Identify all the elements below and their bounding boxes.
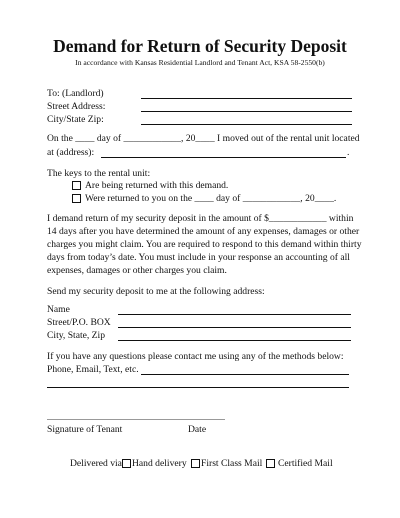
demand-line-5: expenses, damages or other charges you claim.: [47, 265, 227, 276]
hand-delivery-checkbox[interactable]: [122, 459, 131, 468]
date-label: Date: [188, 424, 207, 435]
send-city-field[interactable]: [118, 340, 351, 341]
certified-mail-label: Certified Mail: [278, 458, 333, 469]
moveout-sentence: On the ____ day of ____________, 20____ I moved out of the rental unit located: [47, 133, 360, 144]
keys-option-2: Were returned to you on the ____ day of ____________, 20____.: [85, 193, 337, 204]
certified-mail-checkbox[interactable]: [266, 459, 275, 468]
signature-label: Signature of Tenant: [47, 424, 123, 435]
hand-delivery-label: Hand delivery: [132, 458, 187, 469]
demand-line-2: 14 days after you have determined the amount of any expenses, damages or other: [47, 226, 360, 237]
landlord-name-field[interactable]: [141, 98, 352, 99]
document-subtitle: In accordance with Kansas Residential Landlord and Tenant Act, KSA 58-2550(b): [75, 58, 325, 67]
moveout-period: .: [347, 147, 350, 158]
city-state-zip-label: City/State Zip:: [47, 114, 104, 125]
demand-line-3: charges you might claim. You are required to respond to this demand within thirty: [47, 239, 362, 250]
contact-methods-label: Phone, Email, Text, etc.: [47, 364, 139, 375]
landlord-city-field[interactable]: [141, 124, 352, 125]
contact-methods-field[interactable]: [141, 374, 349, 375]
keys-returned-now-checkbox[interactable]: [72, 181, 81, 190]
to-landlord-label: To: (Landlord): [47, 88, 104, 99]
street-address-label: Street Address:: [47, 101, 106, 112]
send-street-label: Street/P.O. BOX: [47, 317, 111, 328]
first-class-mail-checkbox[interactable]: [191, 459, 200, 468]
keys-intro: The keys to the rental unit:: [47, 168, 151, 179]
send-name-label: Name: [47, 304, 70, 315]
keys-option-1: Are being returned with this demand.: [85, 180, 229, 191]
landlord-street-field[interactable]: [141, 111, 352, 112]
demand-line-1: I demand return of my security deposit in the amount of $____________ within: [47, 213, 354, 224]
send-street-field[interactable]: [118, 327, 351, 328]
signature-field[interactable]: [47, 419, 225, 420]
demand-line-4: days from today’s date. You must include in your response an accounting of all: [47, 252, 350, 263]
send-to-intro: Send my security deposit to me at the following address:: [47, 286, 265, 297]
first-class-mail-label: First Class Mail: [201, 458, 263, 469]
send-name-field[interactable]: [118, 314, 351, 315]
moveout-address-label: at (address):: [47, 147, 95, 158]
contact-methods-field-2[interactable]: [47, 387, 349, 388]
contact-intro: If you have any questions please contact me using any of the methods below:: [47, 351, 344, 362]
delivered-via-label: Delivered via: [70, 458, 122, 469]
moveout-address-field[interactable]: [101, 157, 346, 158]
send-city-label: City, State, Zip: [47, 330, 106, 341]
document-title: Demand for Return of Security Deposit: [53, 36, 347, 56]
keys-returned-earlier-checkbox[interactable]: [72, 194, 81, 203]
